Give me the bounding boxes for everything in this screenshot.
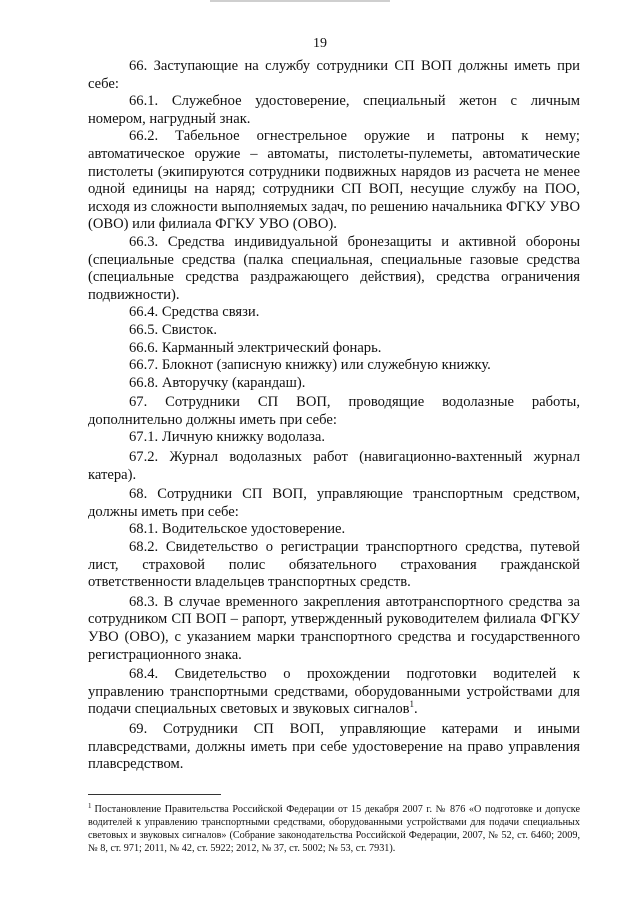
paragraph-66-2: 66.2. Табельное огнестрельное оружие и патроны к нему; автоматическое оружие – автоматы, пистолеты-пулеметы, автоматические пистолеты (экипируются сотрудники подвижных нарядов из расчета не менее одной единицы на наряд; сотрудники СП ВОП, несущие службу на ПОО, исходя из сложности выполняемых задач, по решению начальника ФГКУ УВО (ОВО) или филиала ФГКУ УВО (ОВО). bbox=[88, 128, 580, 233]
page-number: 19 bbox=[313, 36, 327, 51]
paragraph-68-1: 68.1. Водительское удостоверение. bbox=[129, 521, 346, 538]
paragraph-66-6: 66.6. Карманный электрический фонарь. bbox=[129, 339, 382, 356]
paragraph-69: 69. Сотрудники СП ВОП, управляющие катерами и иными плавсредствами, должны иметь при себе удостоверение на право управления плавсредством. bbox=[88, 720, 580, 773]
footnote-mark: 1 bbox=[88, 801, 92, 810]
paragraph-68: 68. Сотрудники СП ВОП, управляющие транспортным средством, должны иметь при себе: bbox=[88, 486, 580, 520]
paragraph-67: 67. Сотрудники СП ВОП, проводящие водолазные работы, дополнительно должны иметь при себе: bbox=[88, 394, 580, 428]
paragraph-66-5: 66.5. Свисток. bbox=[129, 321, 217, 338]
footnote bbox=[88, 803, 580, 855]
paragraph-68-3: 68.3. В случае временного закрепления автотранспортного средства за сотрудником СП ВОП – рапорт, утвержденный руководителем филиала ФГКУ УВО (ОВО), с указанием марки транспортного средства и государственного регистрационного знака. bbox=[88, 593, 580, 663]
footnote-text: Постановление Правительства Российской Федерации от 15 декабря 2007 г. № 876 «О подготовке и допуске водителей к управлению транспортными средствами, оборудованными устройствами для подачи специальных световых и звуковых сигналов» (Собрание законодательства Российской Федерации, 2007, № 52, ст. 6460; 2009, № 8, ст. 971; 2011, № 42, ст. 5922; 2012, № 37, ст. 5002; № 53, ст. 7931). bbox=[88, 804, 580, 854]
paragraph-68-4-text: 68.4. Свидетельство о прохождении подготовки водителей к управлению транспортными средствами, оборудованными устройствами для подачи специальных световых и звуковых сигналов bbox=[88, 666, 580, 718]
paragraph-67-2: 67.2. Журнал водолазных работ (навигационно-вахтенный журнал катера). bbox=[88, 449, 580, 483]
paragraph-66-4: 66.4. Средства связи. bbox=[129, 304, 260, 321]
paragraph-67-1: 67.1. Личную книжку водолаза. bbox=[129, 429, 326, 446]
paragraph-68-2: 68.2. Свидетельство о регистрации транспортного средства, путевой лист, страховой полис обязательного страхования гражданской ответственности владельцев транспортных средств. bbox=[88, 539, 580, 591]
footnote-reference[interactable]: 1 bbox=[409, 699, 415, 710]
paragraph-66-1: 66.1. Служебное удостоверение, специальный жетон с личным номером, нагрудный знак. bbox=[88, 93, 580, 127]
scan-top-mark bbox=[210, 0, 390, 2]
paragraph-68-4: 68.4. Свидетельство о прохождении подготовки водителей к управлению транспортными средствами, оборудованными устройствами для подачи специальных световых и звуковых сигналов$^1$. bbox=[88, 666, 580, 718]
paragraph-66-8: 66.8. Авторучку (карандаш). bbox=[129, 374, 306, 391]
paragraph-66: 66. Заступающие на службу сотрудники СП ВОП должны иметь при себе: bbox=[88, 58, 580, 92]
footnote-separator bbox=[88, 794, 221, 795]
document-body bbox=[88, 58, 580, 774]
paragraph-66-7: 66.7. Блокнот (записную книжку) или служебную книжку. bbox=[129, 357, 491, 374]
paragraph-66-3: 66.3. Средства индивидуальной бронезащиты и активной обороны (специальные средства (палка специальная, специальные газовые средства (специальные средства раздражающего действия), средства ограничения подвижности). bbox=[88, 233, 580, 303]
